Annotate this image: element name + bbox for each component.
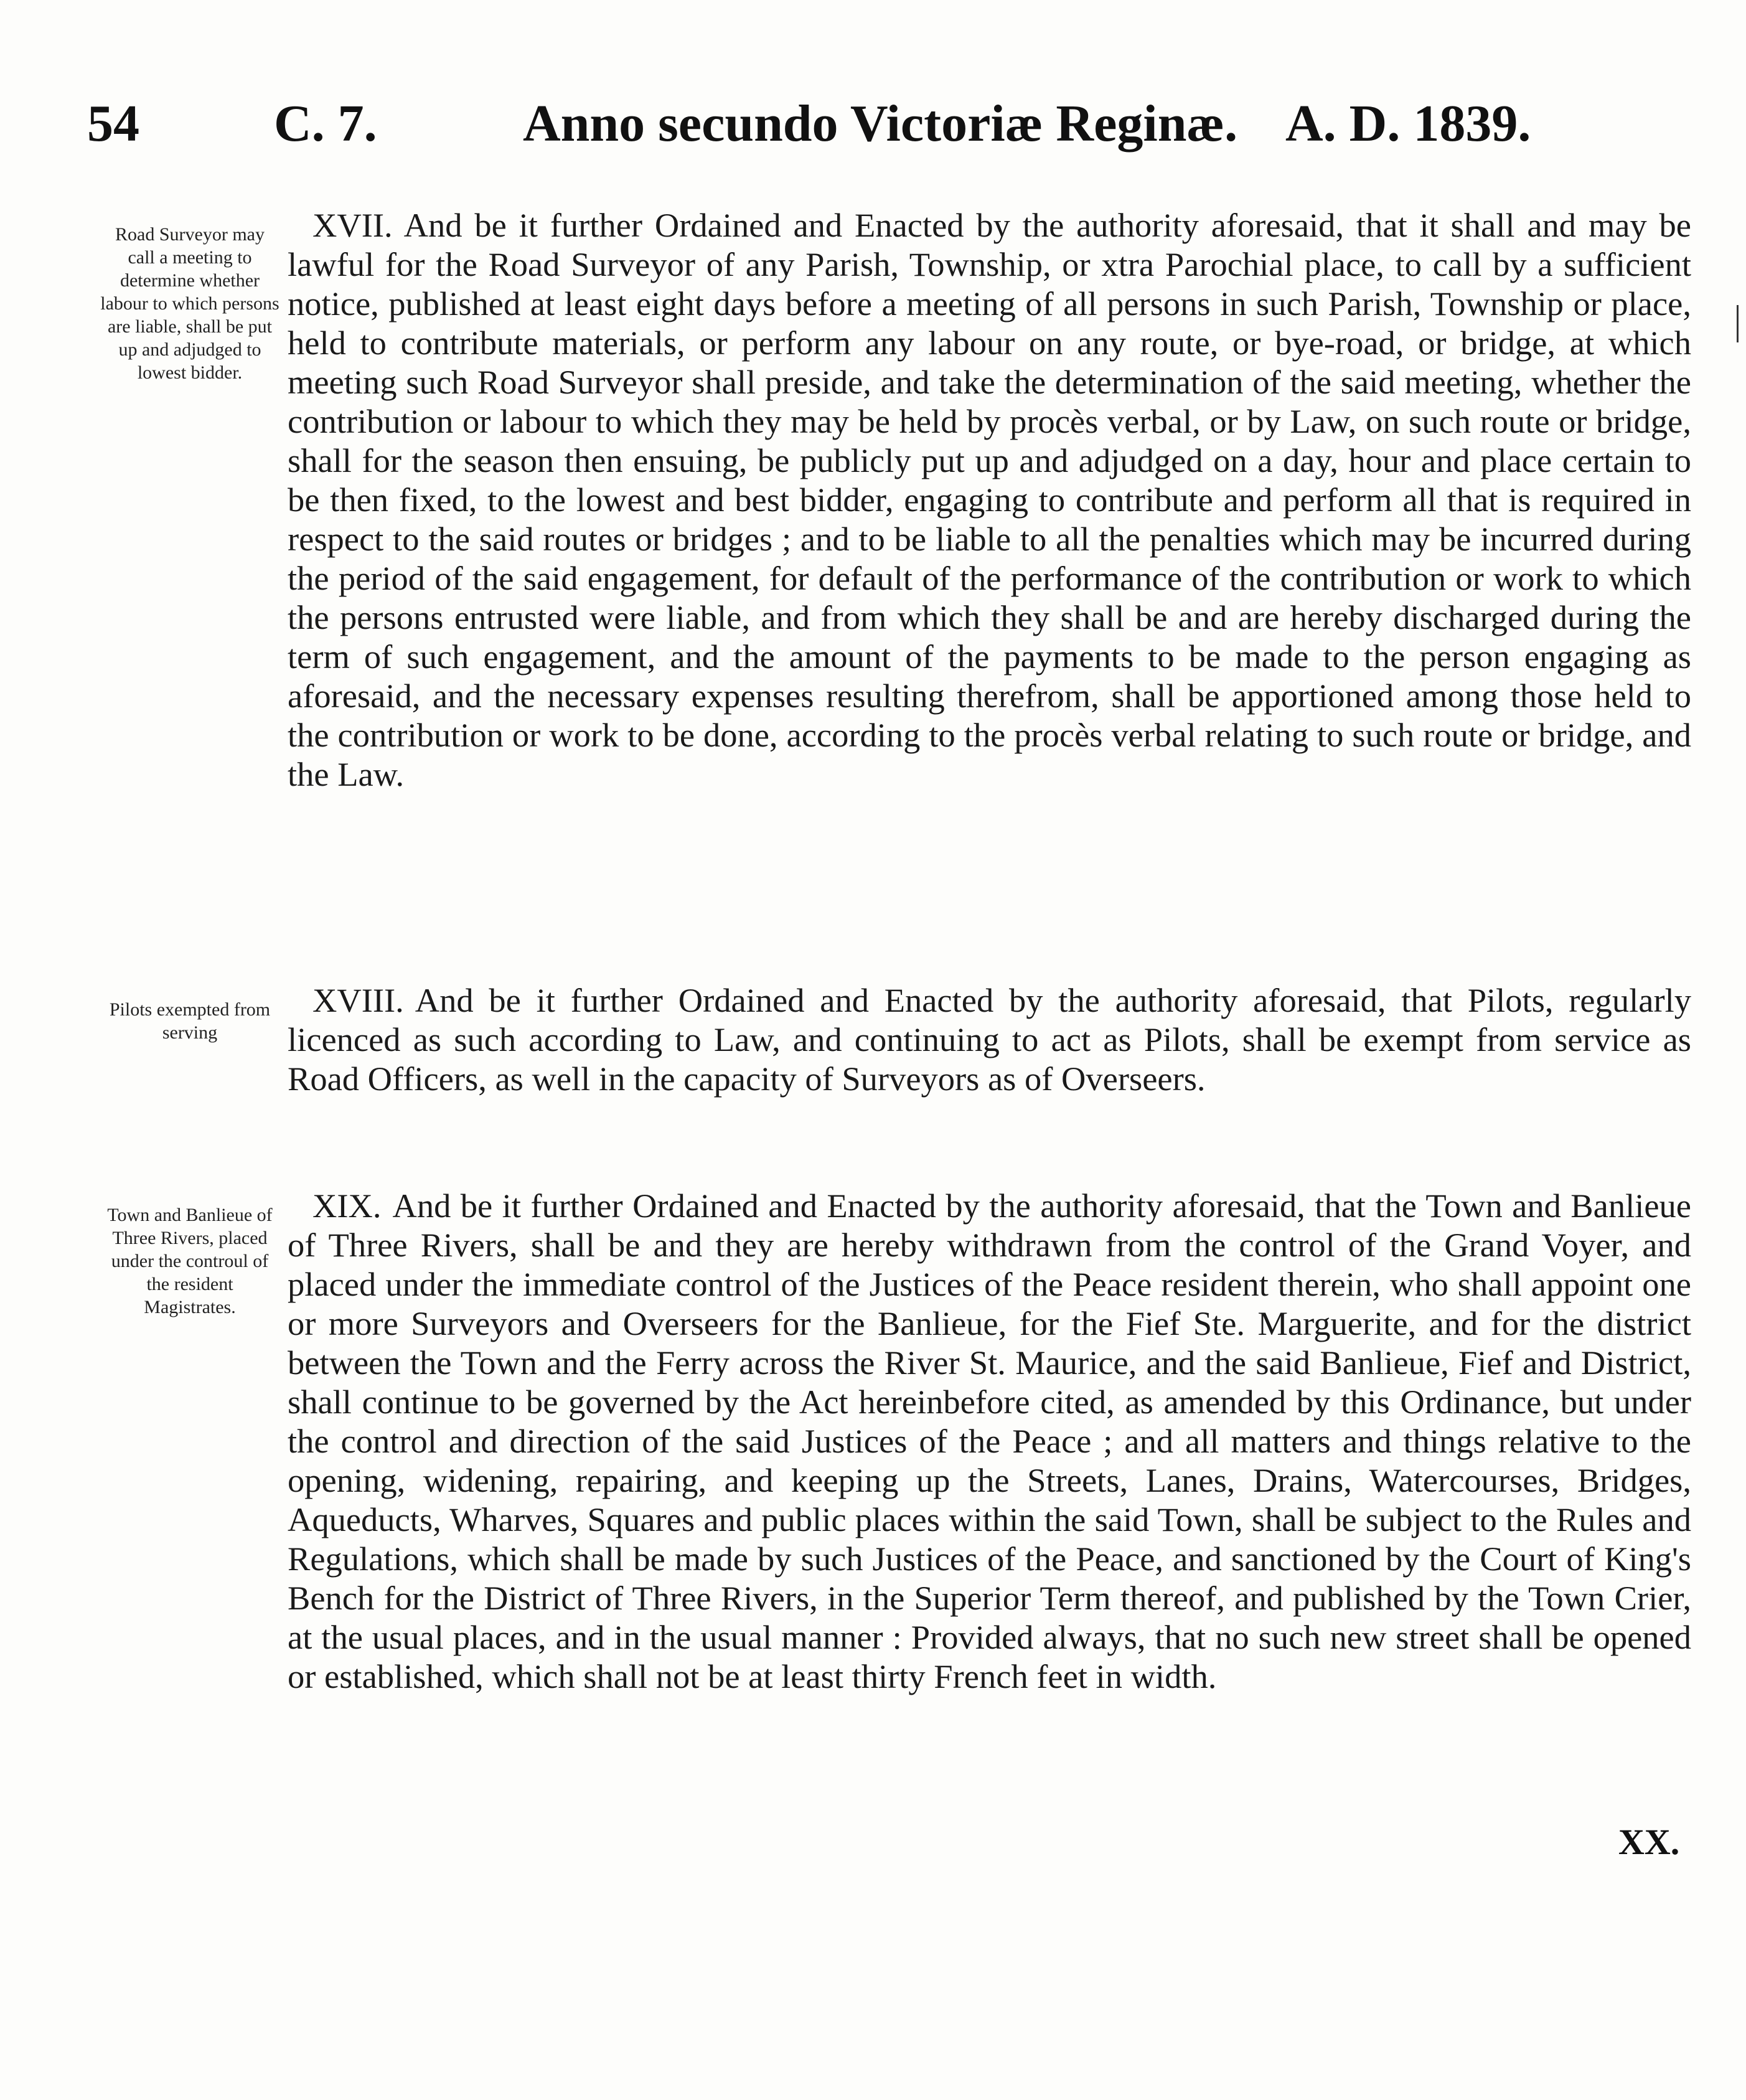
section-paragraph: And be it further Ordained and Enacted by the authority aforesaid, that Pilots, regularly licenced as such according to Law, and continuing to act as Pilots, shall be exempt from service as Road Officers, as well in the capacity of Surveyors as of Overseers. — [288, 981, 1691, 1098]
section-text — [288, 981, 1691, 1098]
section-number: XVIII. — [312, 981, 404, 1019]
marginal-note: Pilots exempted from serving — [109, 999, 271, 1043]
marginal-note: Road Surveyor may call a meeting to determine whether labour to which persons are liable, shall be put up and adjudged to lowest bidder. — [100, 224, 279, 383]
chapter-number: C. 7. — [274, 95, 377, 153]
section-paragraph: And be it further Ordained and Enacted by the authority aforesaid, that it shall and may be lawful for the Road Surveyor of any Parish, Township, or xtra Parochial place, to call by a sufficient notice, published at least eight days before a meeting of all persons in such Parish, Township or place, held to contribute materials, or perform any labour on any route, or bye-road, or bridge, at which meeting such Road Surveyor shall preside, and take the determination of the said meeting, whether the contribution or labour to which they may be held by procès verbal, or by Law, on such route or bridge, shall for the season then ensuing, be publicly put up and adjudged on a day, hour and place certain to be then fixed, to the lowest and best bidder, engaging to contribute and perform all that is required in respect to the said routes or bridges ; and to be liable to all the penalties which may be incurred during the period of the said engagement, for default of the performance of the contribution or work to which the persons entrusted were liable, and from which they shall be and are hereby discharged during the term of such engagement, and the amount of the payments to be made to the person engaging as aforesaid, and the necessary expenses resulting therefrom, shall be apportioned among those held to the contribution or work to be done, according to the procès verbal relating to such route or bridge, and the Law. — [288, 206, 1691, 793]
running-head — [87, 93, 1693, 162]
page-edge-mark — [1737, 305, 1739, 342]
section-text — [288, 205, 1691, 794]
running-title: Anno secundo Victoriæ Reginæ. — [523, 95, 1238, 153]
catchword: XX. — [1618, 1822, 1680, 1862]
section-number: XIX. — [312, 1187, 382, 1225]
page-number: 54 — [87, 95, 139, 153]
section-paragraph: And be it further Ordained and Enacted by the authority aforesaid, that the Town and Banlieue of Three Rivers, shall be and they are hereby withdrawn from the control of the Grand Voyer, and placed under the immediate control of the Justices of the Peace resident therein, who shall appoint one or more Surveyors and Overseers for the Banlieue, for the Fief Ste. Marguerite, and for the district between the Town and the Ferry across the River St. Maurice, and the said Banlieue, Fief and District, shall continue to be governed by the Act hereinbefore cited, as amended by this Ordinance, but under the control and direction of the said Justices of the Peace ; and all matters and things relative to the opening, widening, repairing, and keeping up the Streets, Lanes, Drains, Watercourses, Bridges, Aqueducts, Wharves, Squares and public places within the said Town, shall be subject to the Rules and Regulations, which shall be made by such Justices of the Peace, and sanctioned by the Court of King's Bench for the District of Three Rivers, in the Superior Term thereof, and published by the Town Crier, at the usual places, and in the usual manner : Provided always, that no such new street shall be opened or established, which shall not be at least thirty French feet in width. — [288, 1187, 1691, 1695]
running-year: A. D. 1839. — [1285, 95, 1531, 153]
section-number: XVII. — [312, 206, 393, 244]
marginal-note: Town and Banlieue of Three Rivers, placed under the controul of the resident Magistrates. — [107, 1205, 273, 1317]
section-text — [288, 1186, 1691, 1696]
